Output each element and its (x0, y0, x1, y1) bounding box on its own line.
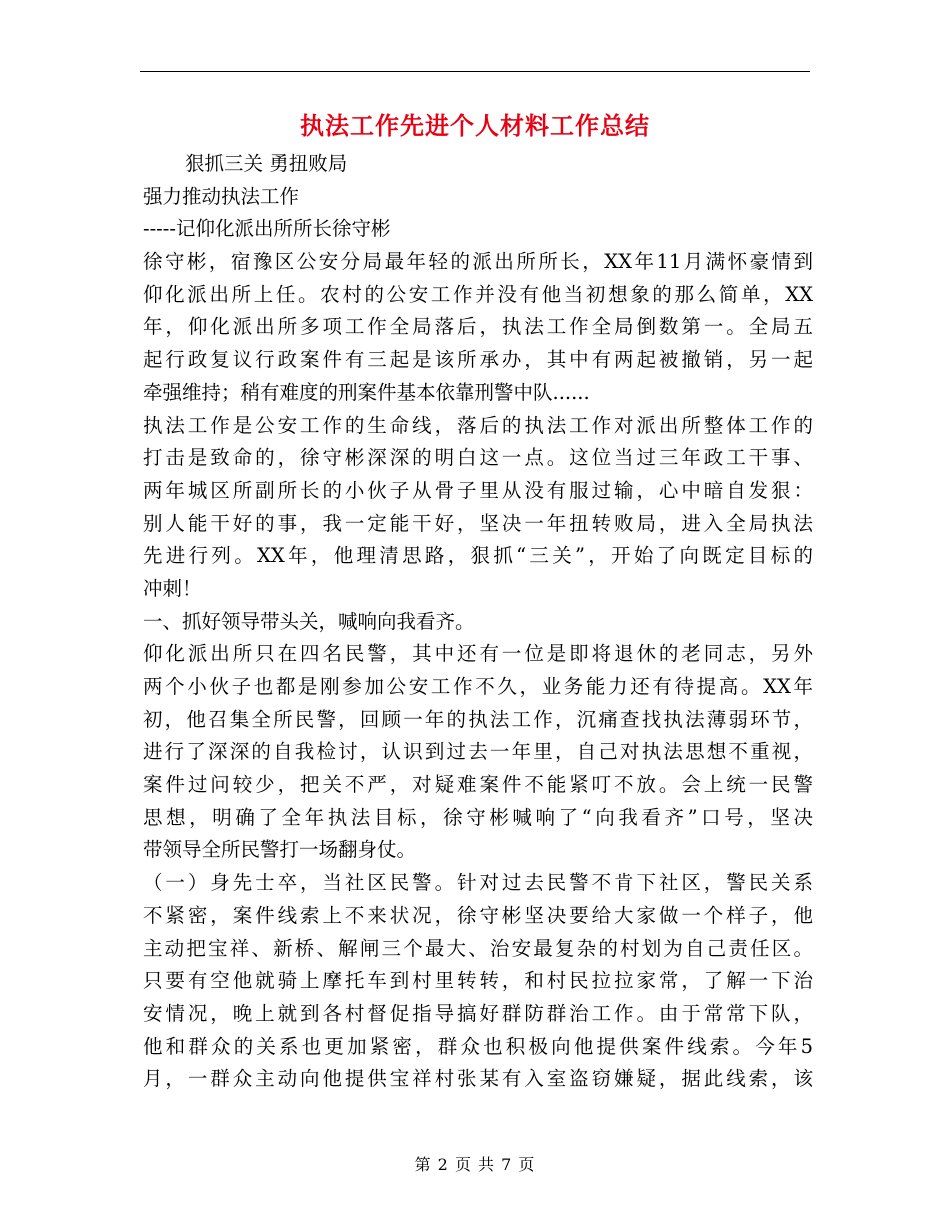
text-line: 进行了深深的自我检讨，认识到过去一年里，自己对执法思想不重视， (143, 740, 813, 764)
text-line: 年，仰化派出所多项工作全局落后，执法工作全局倒数第一。全局五 (143, 315, 813, 339)
text-line: 带领导全所民警打一场翻身仗。 (143, 838, 417, 862)
document-title: 执法工作先进个人材料工作总结 (300, 112, 650, 140)
text-line: 两年城区所副所长的小伙子从骨子里从没有服过输，心中暗自发狠： (143, 478, 813, 502)
text-line: 月，一群众主动向他提供宝祥村张某有入室盗窃嫌疑，据此线索，该 (143, 1067, 813, 1091)
text-line: 徐守彬，宿豫区公安分局最年轻的派出所所长，XX年11月满怀豪情到 (143, 250, 813, 274)
text-line: 起行政复议行政案件有三起是该所承办，其中有两起被撤销，另一起 (143, 348, 813, 372)
text-line: 先进行列。XX年，他理清思路，狠抓“三关”，开始了向既定目标的 (143, 544, 813, 568)
text-line: 安情况，晚上就到各村督促指导搞好群防群治工作。由于常常下队， (143, 1001, 813, 1025)
text-line: 思想，明确了全年执法目标，徐守彬喊响了“向我看齐”口号，坚决 (143, 805, 813, 829)
byline: -----记仰化派出所所长徐守彬 (143, 217, 391, 241)
subtitle-line: 强力推动执法工作 (143, 184, 300, 208)
text-line: 执法工作是公安工作的生命线，落后的执法工作对派出所整体工作的 (143, 413, 813, 437)
page-footer: 第 2 页 共 7 页 (414, 1155, 536, 1174)
text-line: 打击是致命的，徐守彬深深的明白这一点。这位当过三年政工干事、 (143, 446, 813, 470)
text-line: 别人能干好的事，我一定能干好，坚决一年扭转败局，进入全局执法 (143, 511, 813, 535)
text-line: 牵强维持；稍有难度的刑案件基本依靠刑警中队...... (143, 380, 590, 404)
text-line: 冲刺！ (143, 576, 202, 600)
text-line: 案件过问较少，把关不严，对疑难案件不能紧叮不放。会上统一民警 (143, 773, 813, 797)
text-line: 不紧密，案件线索上不来状况，徐守彬坚决要给大家做一个样子，他 (143, 903, 813, 927)
text-line: 两个小伙子也都是刚参加公安工作不久，业务能力还有待提高。XX年 (143, 675, 813, 698)
text-line: 他和群众的关系也更加紧密，群众也积极向他提供案件线索。今年5 (143, 1034, 813, 1058)
text-line: 仰化派出所上任。农村的公安工作并没有他当初想象的那么简单，XX (143, 282, 813, 306)
text-line: （一）身先士卒，当社区民警。针对过去民警不肯下社区，警民关系 (143, 871, 813, 895)
text-line: 初，他召集全所民警，回顾一年的执法工作，沉痛查找执法薄弱环节， (143, 707, 813, 731)
document-body (143, 148, 813, 1096)
header-rule (140, 71, 810, 72)
text-line: 主动把宝祥、新桥、解闸三个最大、治安最复杂的村划为自己责任区。 (143, 936, 813, 960)
text-line: 仰化派出所只在四名民警，其中还有一位是即将退休的老同志，另外 (143, 642, 813, 666)
section-heading: 一、抓好领导带头关，喊响向我看齐。 (143, 609, 475, 633)
text-line: 只要有空他就骑上摩托车到村里转转，和村民拉拉家常，了解一下治 (143, 969, 813, 993)
subtitle-line: 狠抓三关 勇扭败局 (185, 152, 348, 175)
